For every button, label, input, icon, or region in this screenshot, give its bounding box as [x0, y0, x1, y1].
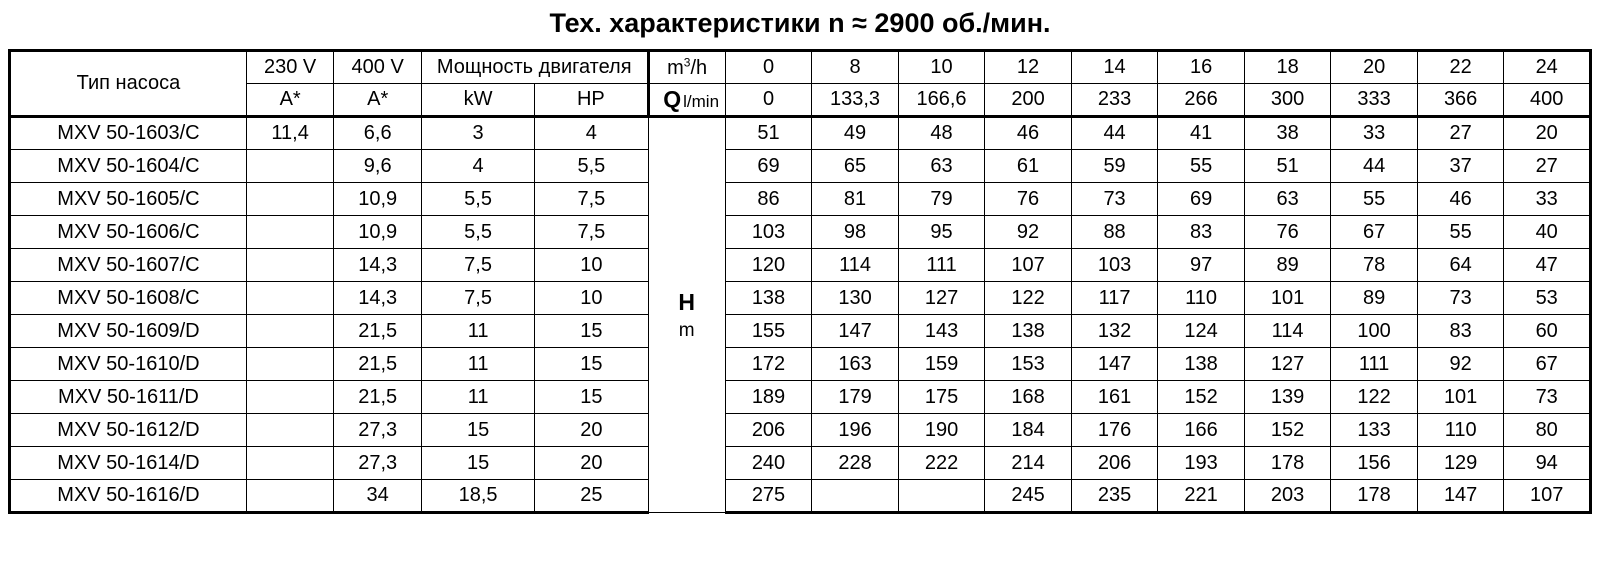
header-flowl-8: 366 — [1417, 84, 1504, 117]
cell-kw: 3 — [421, 117, 534, 150]
cell-head-7: 55 — [1331, 183, 1418, 216]
cell-a230 — [246, 150, 334, 183]
header-kw: kW — [421, 84, 534, 117]
cell-head-2: 48 — [898, 117, 985, 150]
cell-head-1 — [812, 480, 899, 513]
cell-head-9: 94 — [1504, 447, 1591, 480]
cell-head-7: 67 — [1331, 216, 1418, 249]
cell-head-3: 138 — [985, 315, 1072, 348]
cell-head-6: 152 — [1244, 414, 1331, 447]
cell-a230 — [246, 216, 334, 249]
cell-head-1: 114 — [812, 249, 899, 282]
table-row — [10, 183, 1591, 216]
cell-head-4: 235 — [1071, 480, 1158, 513]
cell-pump-type: MXV 50-1611/D — [10, 381, 247, 414]
cell-kw: 7,5 — [421, 282, 534, 315]
cell-head-0: 69 — [725, 150, 812, 183]
table-row — [10, 348, 1591, 381]
cell-head-1: 179 — [812, 381, 899, 414]
cell-a230 — [246, 315, 334, 348]
cell-head-8: 110 — [1417, 414, 1504, 447]
header-q — [648, 84, 725, 117]
cell-head-5: 166 — [1158, 414, 1245, 447]
cell-head-5: 221 — [1158, 480, 1245, 513]
cell-head-4: 103 — [1071, 249, 1158, 282]
cell-head-4: 117 — [1071, 282, 1158, 315]
cell-head-2 — [898, 480, 985, 513]
cell-head-3: 107 — [985, 249, 1072, 282]
cell-hp: 7,5 — [535, 216, 648, 249]
cell-a400: 14,3 — [334, 249, 422, 282]
h-unit: m — [678, 319, 695, 341]
h-axis-label — [648, 117, 725, 513]
cell-a400: 10,9 — [334, 216, 422, 249]
cell-head-8: 129 — [1417, 447, 1504, 480]
cell-head-8: 55 — [1417, 216, 1504, 249]
cell-pump-type: MXV 50-1603/C — [10, 117, 247, 150]
cell-head-5: 110 — [1158, 282, 1245, 315]
cell-head-4: 132 — [1071, 315, 1158, 348]
cell-head-6: 203 — [1244, 480, 1331, 513]
header-flow-0: 0 — [725, 51, 812, 84]
cell-a230 — [246, 183, 334, 216]
header-motor-power-label: Мощность двигателя — [436, 56, 632, 78]
cell-head-9: 47 — [1504, 249, 1591, 282]
cell-head-7: 122 — [1331, 381, 1418, 414]
cell-a400: 21,5 — [334, 348, 422, 381]
cell-a230: 11,4 — [246, 117, 334, 150]
header-flowl-5: 266 — [1158, 84, 1245, 117]
header-hp: HP — [535, 84, 648, 117]
cell-head-2: 63 — [898, 150, 985, 183]
cell-head-9: 27 — [1504, 150, 1591, 183]
cell-head-5: 193 — [1158, 447, 1245, 480]
table-row — [10, 216, 1591, 249]
cell-head-5: 69 — [1158, 183, 1245, 216]
cell-a230 — [246, 480, 334, 513]
cell-head-8: 46 — [1417, 183, 1504, 216]
cell-head-4: 44 — [1071, 117, 1158, 150]
cell-head-6: 76 — [1244, 216, 1331, 249]
header-pump-type: Тип насоса — [10, 51, 247, 117]
cell-hp: 15 — [535, 315, 648, 348]
header-flowl-0: 0 — [725, 84, 812, 117]
cell-pump-type: MXV 50-1616/D — [10, 480, 247, 513]
cell-head-0: 103 — [725, 216, 812, 249]
cell-kw: 5,5 — [421, 216, 534, 249]
cell-head-3: 245 — [985, 480, 1072, 513]
cell-head-9: 73 — [1504, 381, 1591, 414]
table-header-row-1 — [10, 51, 1591, 84]
cell-pump-type: MXV 50-1614/D — [10, 447, 247, 480]
cell-head-0: 206 — [725, 414, 812, 447]
cell-hp: 15 — [535, 348, 648, 381]
cell-head-3: 61 — [985, 150, 1072, 183]
cell-head-7: 89 — [1331, 282, 1418, 315]
cell-head-4: 73 — [1071, 183, 1158, 216]
cell-pump-type: MXV 50-1608/C — [10, 282, 247, 315]
table-row — [10, 117, 1591, 150]
table-row — [10, 249, 1591, 282]
header-flow-16: 16 — [1158, 51, 1245, 84]
cell-head-4: 176 — [1071, 414, 1158, 447]
specifications-table — [8, 49, 1592, 514]
table-row — [10, 282, 1591, 315]
cell-hp: 7,5 — [535, 183, 648, 216]
cell-a230 — [246, 414, 334, 447]
cell-a230 — [246, 447, 334, 480]
table-row — [10, 414, 1591, 447]
cell-pump-type: MXV 50-1610/D — [10, 348, 247, 381]
cell-head-2: 95 — [898, 216, 985, 249]
cell-a230 — [246, 381, 334, 414]
cell-head-3: 92 — [985, 216, 1072, 249]
header-flow-10: 10 — [898, 51, 985, 84]
cell-a230 — [246, 282, 334, 315]
cell-head-1: 196 — [812, 414, 899, 447]
cell-head-1: 81 — [812, 183, 899, 216]
cell-head-0: 138 — [725, 282, 812, 315]
cell-hp: 5,5 — [535, 150, 648, 183]
cell-a400: 10,9 — [334, 183, 422, 216]
cell-kw: 15 — [421, 447, 534, 480]
cell-a230 — [246, 348, 334, 381]
header-flow-12: 12 — [985, 51, 1072, 84]
cell-head-6: 101 — [1244, 282, 1331, 315]
header-motor-power — [421, 51, 648, 84]
cell-head-6: 178 — [1244, 447, 1331, 480]
header-flow-8: 8 — [812, 51, 899, 84]
cell-hp: 20 — [535, 447, 648, 480]
cell-head-3: 184 — [985, 414, 1072, 447]
h-letter: H — [678, 288, 695, 315]
cell-head-8: 73 — [1417, 282, 1504, 315]
cell-kw: 4 — [421, 150, 534, 183]
q-unit-m3h: $m^3/h$ — [667, 55, 708, 79]
cell-head-6: 89 — [1244, 249, 1331, 282]
cell-head-9: 40 — [1504, 216, 1591, 249]
cell-kw: 11 — [421, 381, 534, 414]
cell-head-6: 38 — [1244, 117, 1331, 150]
header-flowl-2: 166,6 — [898, 84, 985, 117]
cell-head-0: 86 — [725, 183, 812, 216]
cell-head-8: 27 — [1417, 117, 1504, 150]
cell-pump-type: MXV 50-1607/C — [10, 249, 247, 282]
cell-a400: 21,5 — [334, 381, 422, 414]
cell-head-8: 101 — [1417, 381, 1504, 414]
cell-head-0: 51 — [725, 117, 812, 150]
cell-kw: 15 — [421, 414, 534, 447]
cell-a400: 6,6 — [334, 117, 422, 150]
cell-a400: 27,3 — [334, 414, 422, 447]
cell-a230 — [246, 249, 334, 282]
cell-pump-type: MXV 50-1609/D — [10, 315, 247, 348]
cell-hp: 15 — [535, 381, 648, 414]
header-flowl-4: 233 — [1071, 84, 1158, 117]
cell-hp: 4 — [535, 117, 648, 150]
cell-head-1: 147 — [812, 315, 899, 348]
cell-head-0: 189 — [725, 381, 812, 414]
cell-head-7: 111 — [1331, 348, 1418, 381]
cell-head-2: 222 — [898, 447, 985, 480]
cell-head-3: 214 — [985, 447, 1072, 480]
cell-a400: 14,3 — [334, 282, 422, 315]
header-voltage-400: 400 V — [334, 51, 422, 84]
cell-pump-type: MXV 50-1606/C — [10, 216, 247, 249]
header-amp-230: A* — [246, 84, 334, 117]
cell-kw: 18,5 — [421, 480, 534, 513]
cell-head-7: 178 — [1331, 480, 1418, 513]
cell-head-7: 156 — [1331, 447, 1418, 480]
cell-head-4: 147 — [1071, 348, 1158, 381]
cell-kw: 11 — [421, 348, 534, 381]
cell-head-4: 206 — [1071, 447, 1158, 480]
cell-head-6: 114 — [1244, 315, 1331, 348]
cell-head-5: 138 — [1158, 348, 1245, 381]
cell-pump-type: MXV 50-1604/C — [10, 150, 247, 183]
cell-head-8: 92 — [1417, 348, 1504, 381]
cell-pump-type: MXV 50-1605/C — [10, 183, 247, 216]
header-amp-400: A* — [334, 84, 422, 117]
cell-head-1: 130 — [812, 282, 899, 315]
cell-head-8: 147 — [1417, 480, 1504, 513]
cell-a400: 34 — [334, 480, 422, 513]
header-flow-14: 14 — [1071, 51, 1158, 84]
cell-head-9: 60 — [1504, 315, 1591, 348]
cell-head-6: 51 — [1244, 150, 1331, 183]
cell-head-5: 97 — [1158, 249, 1245, 282]
header-flow-20: 20 — [1331, 51, 1418, 84]
table-row — [10, 315, 1591, 348]
cell-head-6: 127 — [1244, 348, 1331, 381]
cell-head-9: 107 — [1504, 480, 1591, 513]
cell-head-7: 33 — [1331, 117, 1418, 150]
cell-head-8: 83 — [1417, 315, 1504, 348]
cell-head-1: 228 — [812, 447, 899, 480]
cell-head-3: 122 — [985, 282, 1072, 315]
cell-head-7: 78 — [1331, 249, 1418, 282]
q-letter: Q — [663, 86, 682, 112]
header-flowl-6: 300 — [1244, 84, 1331, 117]
cell-head-9: 33 — [1504, 183, 1591, 216]
cell-head-2: 159 — [898, 348, 985, 381]
cell-hp: 10 — [535, 282, 648, 315]
cell-a400: 27,3 — [334, 447, 422, 480]
table-header-row-2 — [10, 84, 1591, 117]
cell-a400: 9,6 — [334, 150, 422, 183]
header-voltage-230: 230 V — [246, 51, 334, 84]
cell-head-9: 53 — [1504, 282, 1591, 315]
cell-kw: 7,5 — [421, 249, 534, 282]
cell-head-5: 152 — [1158, 381, 1245, 414]
cell-head-9: 80 — [1504, 414, 1591, 447]
cell-head-2: 127 — [898, 282, 985, 315]
cell-head-8: 64 — [1417, 249, 1504, 282]
cell-head-0: 240 — [725, 447, 812, 480]
cell-hp: 10 — [535, 249, 648, 282]
cell-head-8: 37 — [1417, 150, 1504, 183]
cell-head-0: 172 — [725, 348, 812, 381]
cell-head-1: 65 — [812, 150, 899, 183]
cell-head-0: 275 — [725, 480, 812, 513]
cell-head-5: 41 — [1158, 117, 1245, 150]
header-flowl-3: 200 — [985, 84, 1072, 117]
header-flowl-9: 400 — [1504, 84, 1591, 117]
page-title: Тех. характеристики n ≈ 2900 об./мин. — [549, 8, 1051, 38]
cell-head-2: 190 — [898, 414, 985, 447]
cell-kw: 11 — [421, 315, 534, 348]
cell-head-0: 120 — [725, 249, 812, 282]
cell-head-2: 111 — [898, 249, 985, 282]
cell-a400: 21,5 — [334, 315, 422, 348]
cell-kw: 5,5 — [421, 183, 534, 216]
cell-head-3: 46 — [985, 117, 1072, 150]
cell-head-3: 168 — [985, 381, 1072, 414]
cell-head-6: 63 — [1244, 183, 1331, 216]
header-q-unit-top — [648, 51, 725, 84]
cell-head-4: 161 — [1071, 381, 1158, 414]
cell-hp: 25 — [535, 480, 648, 513]
header-flow-18: 18 — [1244, 51, 1331, 84]
cell-head-1: 98 — [812, 216, 899, 249]
cell-head-4: 88 — [1071, 216, 1158, 249]
cell-pump-type: MXV 50-1612/D — [10, 414, 247, 447]
q-unit-lmin: l/min — [683, 92, 720, 111]
cell-head-5: 55 — [1158, 150, 1245, 183]
cell-head-2: 143 — [898, 315, 985, 348]
header-flowl-7: 333 — [1331, 84, 1418, 117]
table-row — [10, 150, 1591, 183]
header-flowl-1: 133,3 — [812, 84, 899, 117]
cell-head-7: 44 — [1331, 150, 1418, 183]
cell-head-2: 79 — [898, 183, 985, 216]
cell-head-5: 124 — [1158, 315, 1245, 348]
cell-head-5: 83 — [1158, 216, 1245, 249]
header-flow-24: 24 — [1504, 51, 1591, 84]
table-row — [10, 480, 1591, 513]
cell-head-7: 100 — [1331, 315, 1418, 348]
cell-head-4: 59 — [1071, 150, 1158, 183]
cell-head-9: 67 — [1504, 348, 1591, 381]
cell-head-3: 76 — [985, 183, 1072, 216]
cell-head-1: 163 — [812, 348, 899, 381]
table-row — [10, 447, 1591, 480]
cell-hp: 20 — [535, 414, 648, 447]
cell-head-1: 49 — [812, 117, 899, 150]
table-row — [10, 381, 1591, 414]
cell-head-6: 139 — [1244, 381, 1331, 414]
header-flow-22: 22 — [1417, 51, 1504, 84]
cell-head-2: 175 — [898, 381, 985, 414]
cell-head-3: 153 — [985, 348, 1072, 381]
cell-head-7: 133 — [1331, 414, 1418, 447]
cell-head-0: 155 — [725, 315, 812, 348]
cell-head-9: 20 — [1504, 117, 1591, 150]
